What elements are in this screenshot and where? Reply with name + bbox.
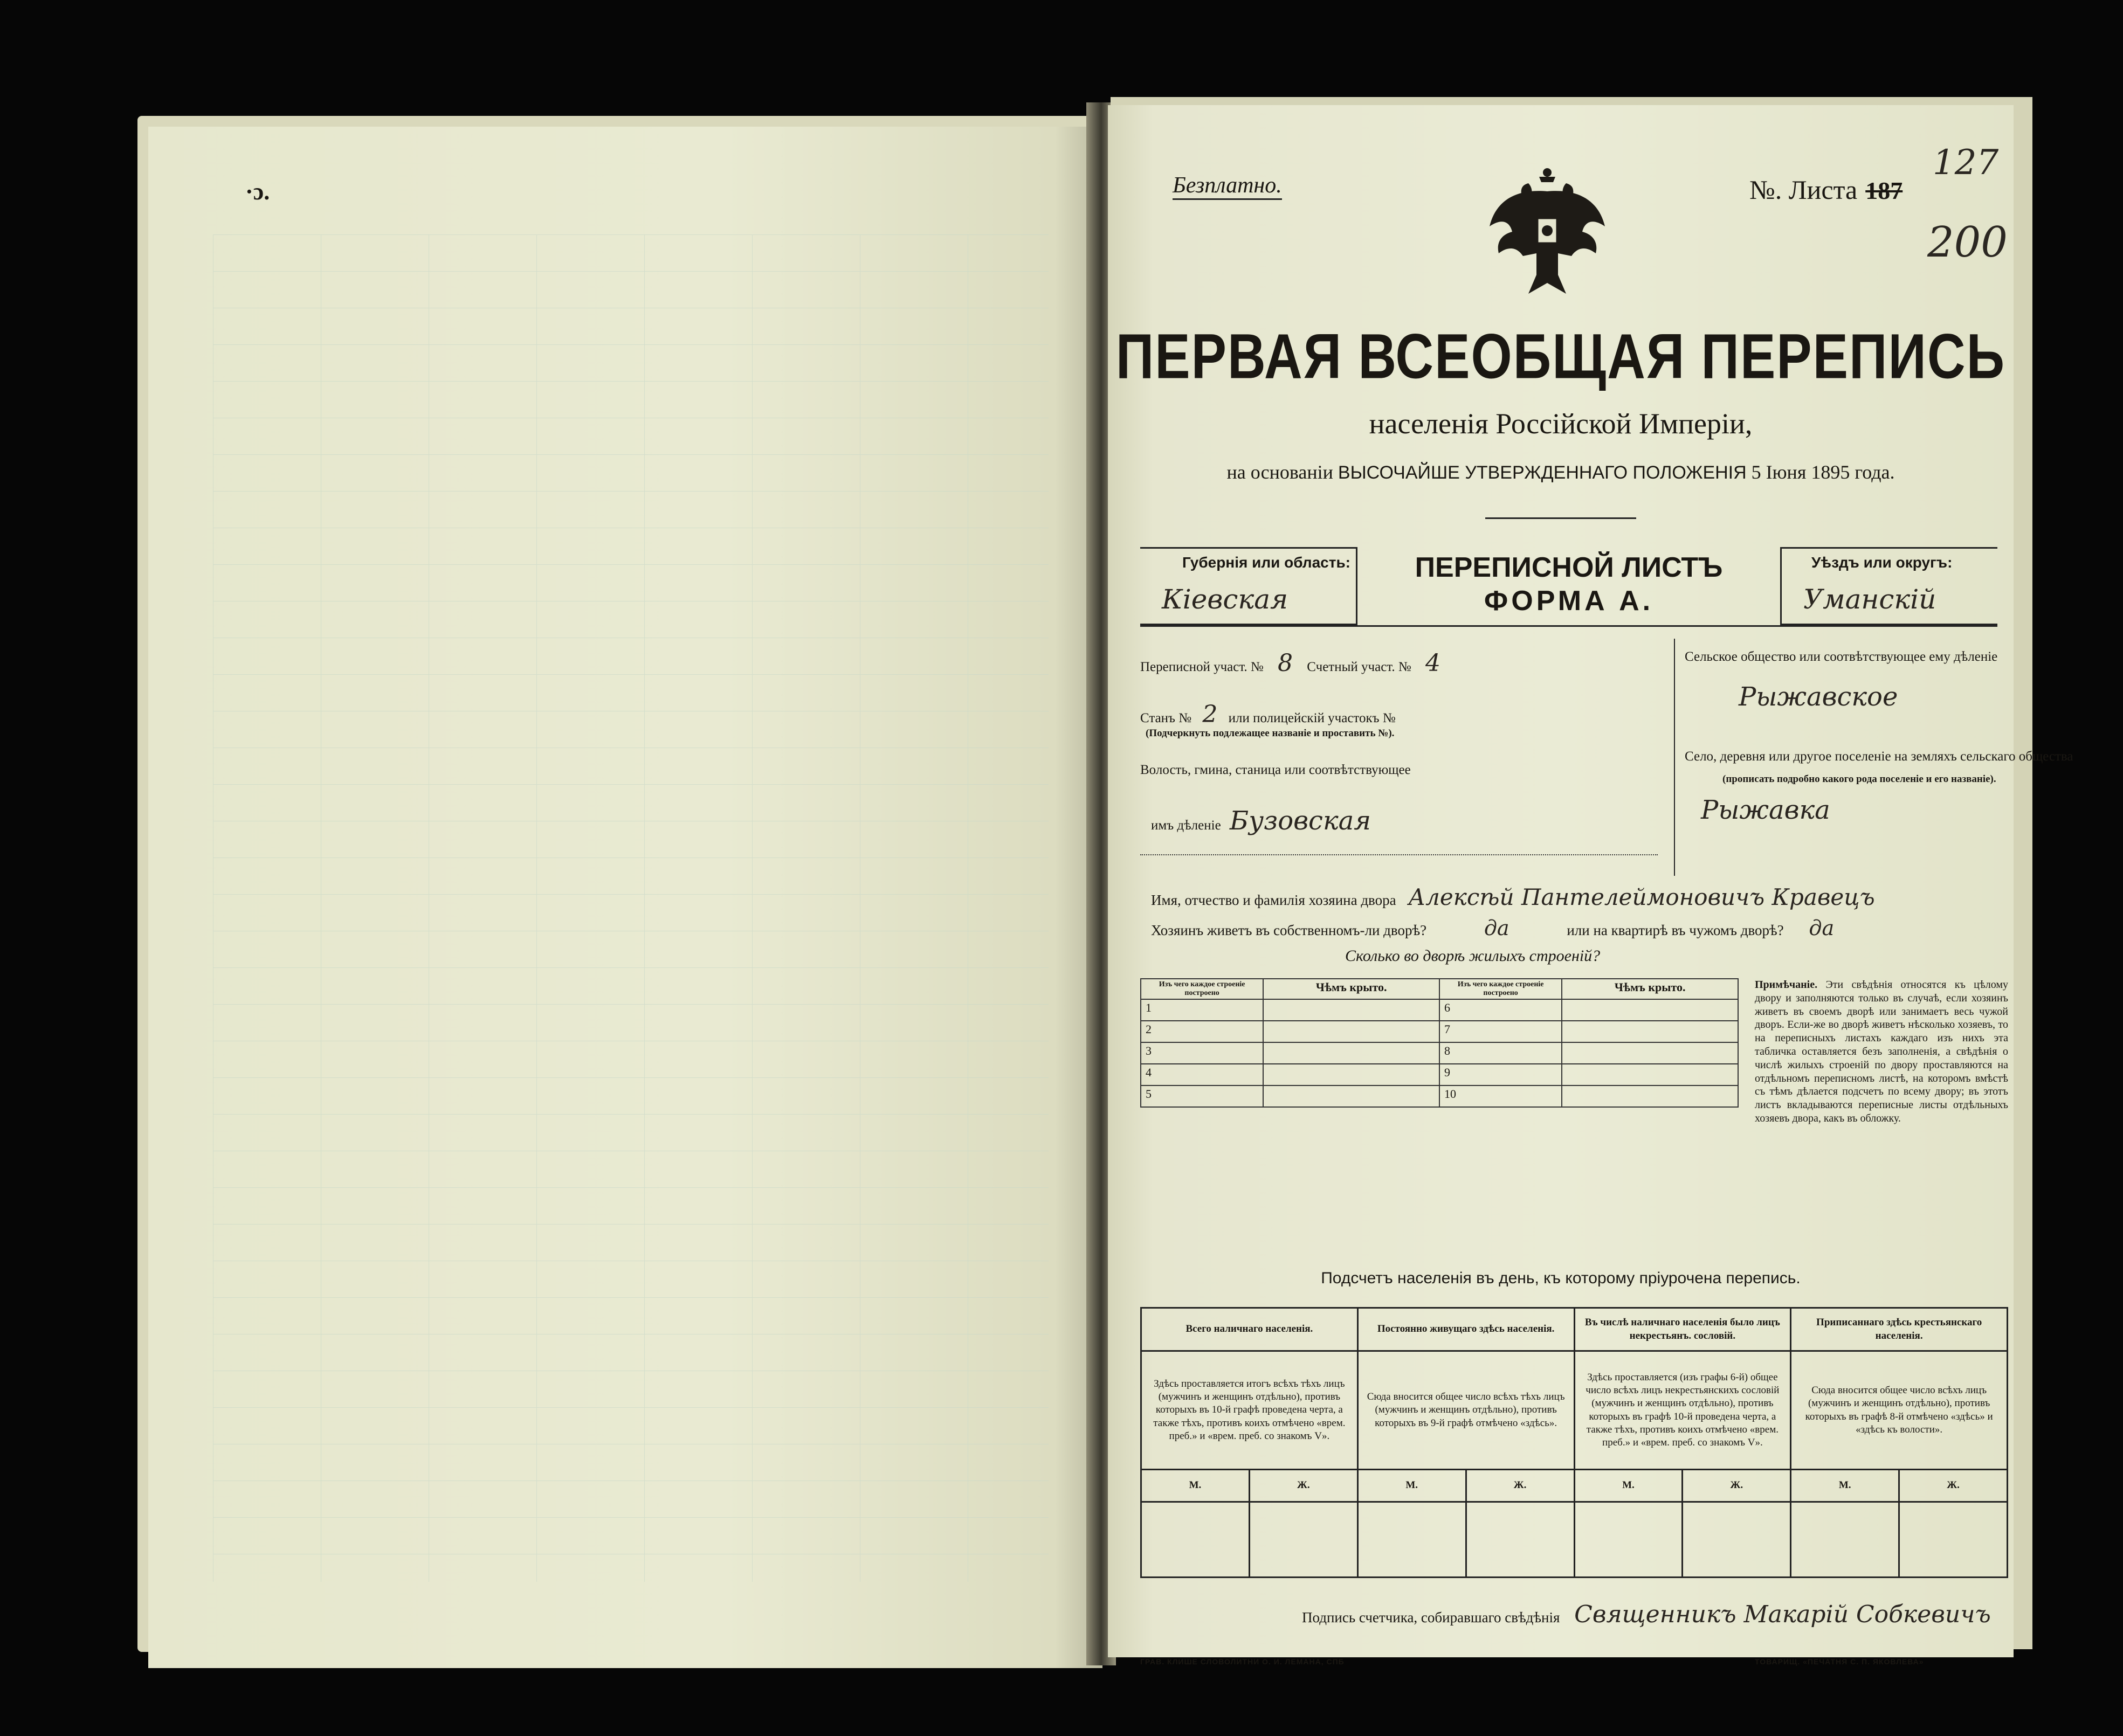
yard-field: Хозяинъ живетъ въ собственномъ-ли дворѣ? да или на квартирѣ въ чужомъ дворѣ? да (1151, 916, 1835, 940)
imperial-eagle-emblem (1485, 167, 1609, 302)
left-page (148, 127, 1102, 1668)
sheet-title-box: ПЕРЕПИСНОЙ ЛИСТЪ ФОРМА А. (1356, 547, 1782, 625)
ornament-divider (1485, 517, 1636, 519)
volost-label: Волость, гмина, станица или соотвѣтствующее (1140, 763, 1411, 777)
signature-field: Подпись счетчика, собиравшаго свѣдѣнія Священникъ Макарій Собкевичъ (1302, 1601, 1991, 1628)
owner-field: Имя, отчество и фамилія хозяина двора Алексѣй Пантелеймоновичъ Кравецъ (1151, 884, 1875, 910)
blank-line (1140, 854, 1658, 855)
village-value: Рыжавка (1701, 795, 1830, 825)
village-note: (прописать подробно какого рода поселеніе и его названіе). (1722, 773, 1996, 785)
enumerator-signature: Священникъ Макарій Собкевичъ (1574, 1601, 1991, 1628)
census-title: ПЕРВАЯ ВСЕОБЩАЯ ПЕРЕПИСЬ (1115, 320, 2006, 392)
uezd-value: Уманскій (1803, 584, 1936, 615)
footer-left-imprint: ГРАВ. КЛИШЕ СЛОВОЛИТНИ О. И. ЛЕМАНА, СПБ (1140, 1657, 1345, 1666)
footer-right-imprint: ТОВАРИЩ. «ПЕЧАТНЯ С. П. ЯКОВЛЕВА» (1755, 1657, 1924, 1666)
left-corner-mark: ·ɔ. (245, 178, 270, 205)
society-value: Рыжавское (1739, 682, 1898, 712)
census-subtitle: населенія Россійской Имперіи, (1369, 407, 1753, 440)
underline-note: (Подчеркнуть подлежащее названіе и проставить №). (1146, 728, 1395, 739)
column-divider (1674, 639, 1675, 876)
handwritten-sheet-number-2: 200 (1927, 218, 2008, 267)
village-label: Село, деревня или другое поселеніе на земляхъ сельскаго общества (1685, 749, 2073, 764)
header-rule (1140, 625, 1997, 627)
district-fields: Переписной участ. № 8 Счетный участ. № 4 (1140, 649, 1440, 677)
buildings-table: Изъ чего каждое строеніе построено Чѣмъ крыто. Изъ чего каждое строеніе построено Чѣмъ крыто. 1 6 2 7 3 8 4 9 5 10 (1140, 978, 1739, 1108)
stan-field: Станъ № 2 или полицейскій участокъ № (1140, 701, 1396, 728)
census-form-page (1108, 105, 2073, 1666)
volost-field: имъ дѣленіе Бузовская (1151, 806, 1371, 836)
count-heading: Подсчетъ населенія въ день, къ которому пріурочена перепись. (1321, 1269, 1801, 1287)
faint-ruled-grid (213, 234, 1049, 1582)
uezd-box: Уѣздъ или округъ: Уманскій (1782, 547, 1997, 625)
decree-line: на основаніи ВЫСОЧАЙШЕ УТВЕРЖДЕННАГО ПОЛОЖЕНІЯ 5 Іюня 1895 года. (1226, 461, 1895, 483)
handwritten-sheet-number: 127 (1933, 143, 1999, 183)
gubernia-box: Губернія или область: Кіевская (1140, 547, 1356, 625)
buildings-question: Сколько во дворѣ жилыхъ строеній? (1345, 947, 1601, 965)
note-block: Примѣчаніе. Эти свѣдѣнія относятся къ цѣлому двору и заполняются только въ случаѣ, если хозяинъ живетъ въ своемъ дворѣ или занимаетъ весь чужой дворъ. Если-же во дворѣ живетъ нѣсколько хозяевъ, то на переписныхъ листахъ каждаго изъ нихъ эта табличка оставляется безъ заполненія, а свѣдѣнія о числѣ жилыхъ строеній по двору проставляются на отдѣльномъ переписномъ листѣ, на которомъ вмѣстѣ съ тѣмъ дѣлается подсчетъ по всему двору; въ этотъ листъ вкладываются переписные листы отдѣльныхъ хозяевъ двора, какъ въ обложку. (1755, 979, 2009, 1124)
gubernia-value: Кіевская (1162, 584, 1288, 615)
free-label: Безплатно. (1173, 172, 1282, 200)
society-label: Сельское общество или соотвѣтствующее ему дѣленіе (1685, 649, 1998, 664)
sheet-number-field: №. Листа 187 (1749, 175, 1903, 205)
population-count-table: Всего наличнаго населенія. Постоянно живущаго здѣсь населенія. Въ числѣ наличнаго населенія было лицъ некрестьянъ. сословій. Приписаннаго здѣсь крестьянскаго населенія. Здѣсь проставляется итогъ всѣхъ тѣхъ лицъ (мужчинъ и женщинъ отдѣльно), противъ которыхъ въ 10-й графѣ проведена черта, а также тѣхъ, противъ коихъ отмѣчено «врем. преб.» и «врем. преб. со знакомъ V». Сюда вносится общее число всѣхъ тѣхъ лицъ (мужчинъ и женщинъ отдѣльно), противъ которыхъ въ 9-й графѣ отмѣчено «здѣсь». Здѣсь проставляется (изъ графы 6-й) общее число всѣхъ лицъ некрестьянскихъ сословій (мужчинъ и женщинъ отдѣльно), противъ которыхъ въ графѣ 10-й проведена черта, а также тѣхъ, противъ коихъ отмѣчено «врем. преб.» и «врем. преб. со знакомъ V». Сюда вносится общее число всѣхъ лицъ (мужчинъ и женщинъ отдѣльно), противъ которыхъ въ графѣ 8-й отмѣчено «здѣсь» и «здѣсь къ волости». М. Ж. М. Ж. М. Ж. М. Ж. (1140, 1307, 2008, 1578)
